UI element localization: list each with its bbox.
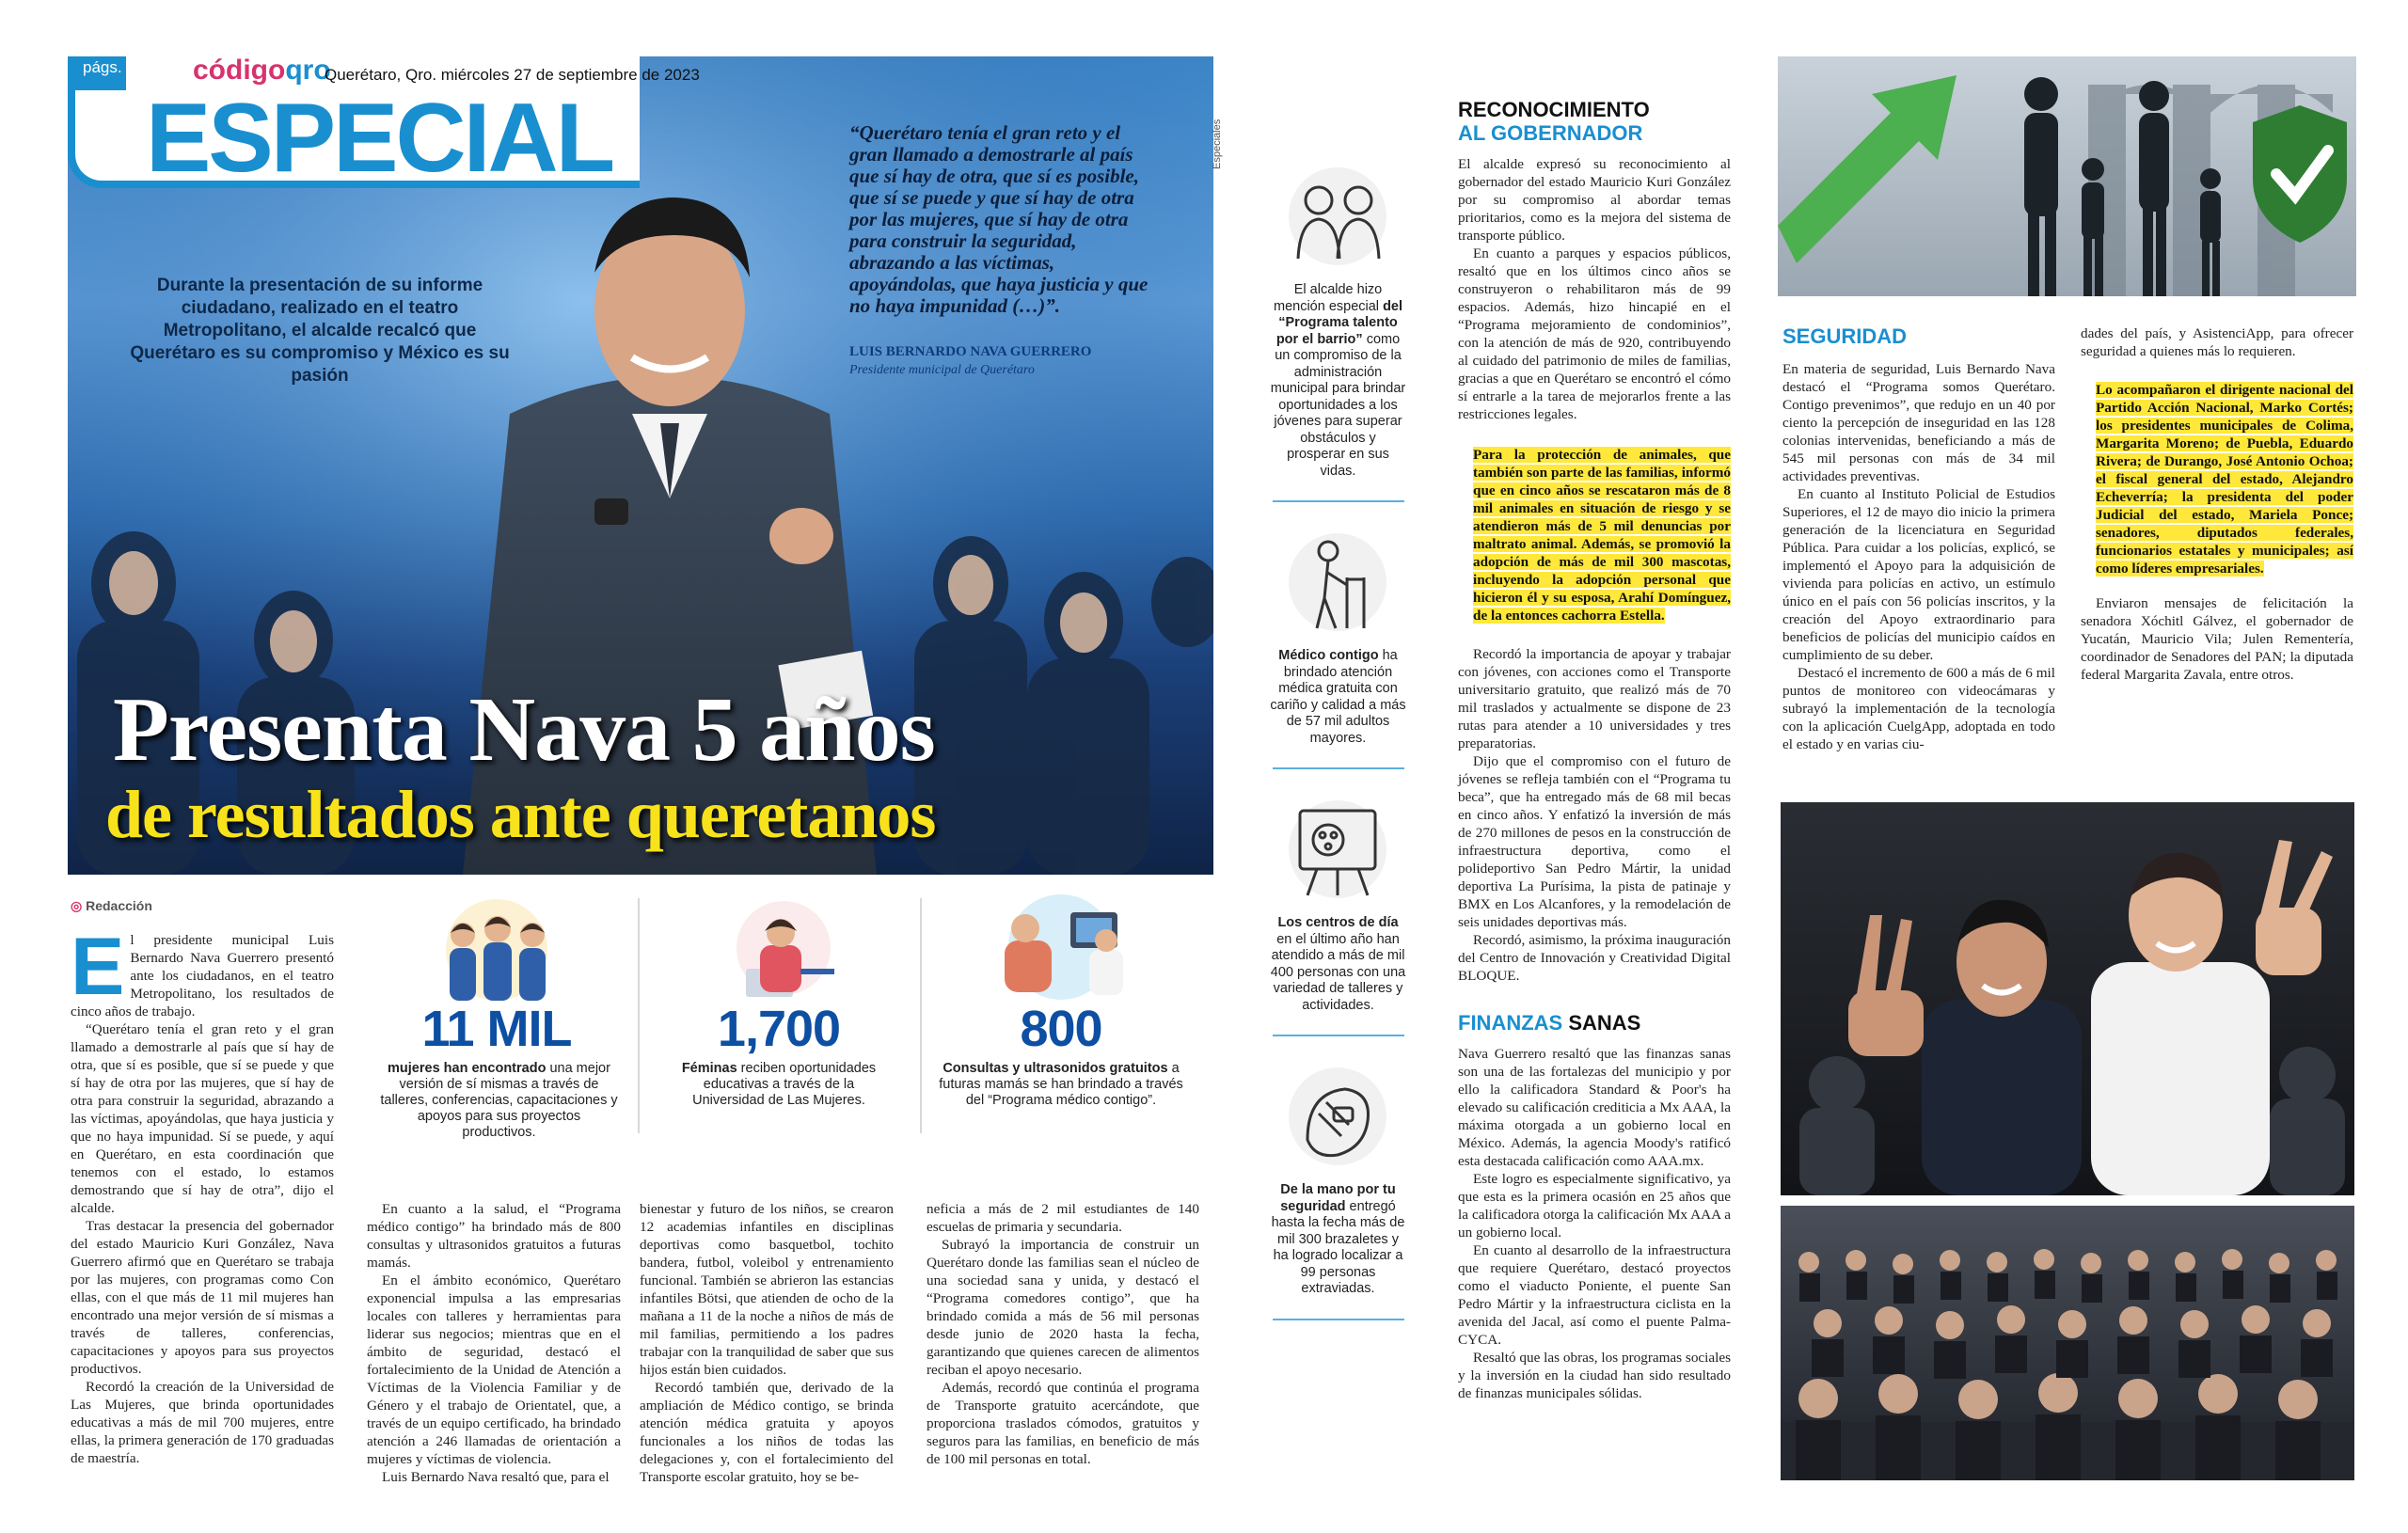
sidebar-bold: del “Programa talento por el barrio” [1275, 298, 1403, 347]
celebration-scene [1781, 802, 2354, 1195]
sidebar-post: en el último año han atendido a más de mil 400 personas con una variedad de talleres y actividades. [1270, 931, 1406, 1013]
family-silhouette-scene [1778, 56, 2356, 296]
finanzas-para: Este logro es especialmente significativo, ya que esta es la primera ocasión en 25 años que la calificadora otorga la calificación Mx AAA a un gobierno local. [1458, 1171, 1731, 1241]
sidebar-post: como un compromiso de la administración municipal para brindar oportunidades a los jóvenes para superar obstáculos y prosperar en sus vidas. [1270, 331, 1406, 479]
col2-para: En cuanto a la salud, el “Programa médico contigo” ha brindado más de 800 consultas y ultrasonidos gratuitos a futuras mamás. [367, 1201, 621, 1271]
section-title: ESPECIAL [146, 84, 613, 193]
section-side-tag: Especiales [1212, 119, 1223, 169]
reconocimiento-para: Recordó, asimismo, la próxima inauguración del Centro de Innovación y Creatividad Digital BLOQUE. [1458, 932, 1731, 984]
issue-date: Querétaro, Qro. miércoles 27 de septiembre de 2023 [325, 66, 700, 84]
stat-text [666, 1061, 892, 1109]
stat-bold: Féminas [681, 1061, 737, 1076]
stats-divider [638, 898, 640, 1133]
lead-text: l presidente municipal Luis Bernardo Nava Guerrero presentó ante los ciudadanos, en el teatro Metropolitano, los resultados de cinco años de trabajo. [71, 932, 334, 1019]
reconocimiento-column [1458, 99, 1731, 1402]
sidebar-item [1270, 282, 1406, 480]
ultrasound-icon [967, 889, 1155, 1002]
bracelet-icon [1270, 1065, 1406, 1168]
article-col1 [71, 922, 334, 1467]
seguridad-column [1782, 324, 2055, 753]
sidebar [1270, 165, 1406, 1320]
stat-bold: mujeres han encontrado [388, 1061, 547, 1076]
hero-intro: Durante la presentación de su informe ciudadano, realizado en el teatro Metropolitano, el alcalde recalcó que Querétaro es su compromiso y México es su pasión [130, 276, 510, 386]
col2-para: Luis Bernardo Nava resaltó que, para el [382, 1469, 610, 1485]
sidebar-bold: De la mano por tu seguridad [1280, 1182, 1396, 1214]
audience-photo [1781, 1206, 2354, 1480]
family-security-photo [1778, 56, 2356, 296]
stat-number: 1,700 [717, 1001, 841, 1057]
col4-para: Subrayó la importancia de construir un Querétaro donde las familias sean el núcleo de una sociedad sana y unida, y destacó el “Programa comedores contigo”, que ha brindado comida a más de 56 mil personas desde junio de 2020 hasta la fecha, garantizando que quienes carecen de alimentos reciban el apoyo necesario. [927, 1237, 1199, 1378]
stat-desc: reciben oportunidades educativas a través de la Universidad de Las Mujeres. [692, 1061, 877, 1108]
family-icon [1270, 165, 1406, 268]
finanzas-text [1458, 1045, 1731, 1402]
sidebar-bold: Médico contigo [1278, 648, 1379, 663]
reconocimiento-para: El alcalde expresó su reconocimiento al gobernador del estado Mauricio Kuri González por su compromiso al abordar temas prioritarios, como es la mejora del sistema de transporte público. [1458, 156, 1731, 244]
stat-number: 800 [1020, 1001, 1102, 1057]
stat-text [379, 1061, 619, 1141]
easel-icon [1270, 798, 1406, 901]
reconocimiento-heading-2: AL GOBERNADOR [1458, 121, 1643, 145]
sidebar-item [1270, 648, 1406, 747]
col3-para: Recordó también que, derivado de la ampliación de Médico contigo, se brinda atención médica gratuita y apoyos funcionales a los niños de todas las delegaciones y, con el fortalecimiento del Transporte escolar gratuito, hoy se be- [640, 1380, 894, 1485]
logo [193, 55, 331, 87]
seguridad-heading: SEGURIDAD [1782, 324, 1908, 348]
logo-part-a: código [193, 55, 286, 86]
reconocimiento-heading-1: RECONOCIMIENTO [1458, 98, 1650, 121]
stat-desc: a futuras mamás se han brindado a través del “Programa médico contigo”. [939, 1061, 1183, 1108]
finanzas-heading-dark: SANAS [1562, 1011, 1641, 1035]
women-group-icon [431, 893, 562, 1002]
dropcap: E [71, 922, 125, 1012]
sidebar-post: ha brindado atención médica gratuita con cariño y calidad a más de 57 mil adultos mayores. [1270, 648, 1406, 746]
col4-para: Además, recordó que continúa el programa de Transporte gratuito acercándote, que proporciona traslados cómodos, gratuitos y seguros para las familias, en beneficio de más de 100 mil personas en total. [927, 1380, 1199, 1467]
reconocimiento-para: Recordó la importancia de apoyar y trabajar con jóvenes, con acciones como el Transporte universitario gratuito, que realizó más de 70 mil traslados y actualmente se dispone de 23 rutas para atender a 10 universidades y tres preparatorias. [1458, 646, 1731, 751]
sidebar-separator [1273, 767, 1404, 769]
walker-icon [1270, 530, 1406, 634]
stat-number: 11 MIL [421, 1001, 572, 1057]
quote-author: LUIS BERNARDO NAVA GUERRERO [849, 344, 1092, 359]
finanzas-heading-blue: FINANZAS [1458, 1011, 1563, 1035]
sidebar-pre: El alcalde hizo mención especial [1273, 282, 1384, 314]
seguridad-para: Destacó el incremento de 600 a más de 6 mil puntos de monitoreo con videocámaras y subrayó la implementación de la tecnología con la aplicación CuelgApp, adoptada en todo el estado y en varias ciu- [1782, 665, 2055, 752]
sidebar-separator [1273, 500, 1404, 502]
col4-para: neficia a más de 2 mil estudiantes de 140 escuelas de primaria y secundaria. [927, 1201, 1199, 1235]
audience-scene [1781, 1206, 2354, 1480]
student-icon [718, 893, 849, 1002]
headline-line2: de resultados ante queretanos [105, 777, 936, 852]
seguridad-para: En materia de seguridad, Luis Bernardo Nava destacó el “Programa somos Querétaro. Contigo prevenimos”, que redujo en un 40 por ciento la percepción de inseguridad en las 128 colonias intervenidas, beneficiando a más de 545 mil personas con más de 34 mil actividades preventivas. [1782, 361, 2055, 484]
finanzas-para: Nava Guerrero resaltó que las finanzas sanas son una de las fortalezas del municipio y por ello la calificadora Standard & Poor's ha elevado su calificación crediticia a Mx AAA, la máxima otorgada a un gobierno local en México. Además, la agencia Moody's ratificó esta destacada calificación como AAA.mx. [1458, 1046, 1731, 1169]
byline-icon: ◎ [71, 898, 87, 913]
stat-bold: Consultas y ultrasonidos gratuitos [943, 1061, 1168, 1076]
col1-para: Recordó la creación de la Universidad de Las Mujeres, que brinda oportunidades educativas a más de mil 700 mujeres, entre ellas, la primera generación de 170 graduadas de maestría. [71, 1379, 334, 1466]
sidebar-separator [1273, 1319, 1404, 1320]
sidebar-post: entregó hasta la fecha más de mil 300 brazaletes y ha logrado localizar a 99 personas extraviadas. [1271, 1198, 1405, 1296]
hero-quote: “Querétaro tenía el gran reto y el gran llamado a demostrarle al país que sí hay de otra, que sí es posible, que sí se puede y que sí hay de otra por las mujeres, que sí hay de otra para construir la seguridad, abrazando a las víctimas, apoyándolas, que haya justicia y que no haya impunidad (…)”. [849, 121, 1149, 317]
sidebar-bold: Los centros de día [1277, 915, 1399, 930]
article-col2 [367, 1200, 621, 1486]
logo-part-b: qro [285, 55, 331, 86]
finanzas-heading [1458, 1011, 1731, 1035]
headline-line1: Presenta Nava 5 años [113, 679, 935, 781]
stat-desc: una mejor versión de sí mismas a través de talleres, conferencias, capacitaciones y apoyos para sus proyectos productivos. [380, 1061, 618, 1140]
seguridad-para: En cuanto al Instituto Policial de Estudios Superiores, el 12 de mayo dio inicio la primera generación de la licenciatura en Seguridad Pública. Para cuidar a los policías, explicó, se implementó el Apoyo para la adquisición de vivienda para policías en activo, un estímulo único en el país con 56 policías inscritos, y la creación del Apoyo extraordinario para beneficios de policías del municipio caídos en cumplimiento de su deber. [1782, 486, 2055, 663]
animal-highlight [1473, 446, 1731, 624]
sidebar-separator [1273, 1035, 1404, 1036]
reconocimiento-para: En cuanto a parques y espacios públicos, resaltó que en los últimos cinco años se construyeron o rehabilitaron más de 99 espacios. Además, hizo hincapié en el “Programa mejoramiento de condominios”, con la atención de más de 920, contribuyendo al cuidado del patrimonio de miles de familias, gracias a que en Querétaro se encontró el cómo sí entrarle a la tarea de mejorarlos frente a las restricciones legales. [1458, 245, 1731, 422]
highlight-text: Para la protección de animales, que también son parte de las familias, informó que en cinco años se rescataron más de 8 mil animales en situación de riesgo y se atendieron más de 5 mil denuncias por maltrato animal. Además, se promovió la adopción de más de mil 300 mascotas, incluyendo la adopción personal que hicieron él y su esposa, Arahí Domínguez, de la entonces cachorra Estella. [1473, 447, 1731, 624]
col2-para: En el ámbito económico, Querétaro exponencial impulsa a las empresarias locales con talleres y herramientas para liderar sus negocios; mientras que en el ámbito de seguridad, destacó el fortalecimiento de la Unidad de Atención a Víctimas de la Violencia Familiar y de Género y el trabajo de Orientatel, que, a través de un equipo certificado, ha brindado atención a 246 llamadas de orientación a mujeres y víctimas de violencia. [367, 1272, 621, 1467]
sidebar-item [1270, 915, 1406, 1014]
stat-text [934, 1061, 1188, 1109]
article-col3 [640, 1200, 894, 1486]
page-numbers: págs. 8 y 9 [83, 58, 162, 76]
article-col4 [927, 1200, 1199, 1468]
stats-divider [920, 898, 922, 1133]
reconocimiento-para: Dijo que el compromiso con el futuro de jóvenes se refleja también con el “Programa tu beca”, que ha entregado más de 68 mil becas en cinco años. Y enfatizó la inversión de más de 270 millones de pesos en la construcción de infraestructura deportiva, como el polideportivo San Pedro Mártir, la unidad deportiva La Purísima, la pista de patinaje y BMX en Los Alcanfores, y la remodelación de seis unidades deportivas más. [1458, 753, 1731, 930]
seguridad-text [1782, 360, 2055, 753]
event-photo [1781, 802, 2354, 1195]
seguridad-para: Enviaron mensajes de felicitación la senadora Xóchitl Gálvez, el gobernador de Yucatán, Mauricio Vila; Julen Rementería, coordinador de Senadores del PAN; la diputada federal Margarita Zavala, entre otros. [2081, 595, 2353, 683]
stats-panel [356, 879, 1213, 1162]
col3-para: bienestar y futuro de los niños, se crearon 12 academias infantiles en disciplinas deportivas como basquetbol, tochito bandera, futbol, voleibol y entrenamiento funcional. También se abrieron las estancias infantiles Bötsi, que atienden de ocho de la mañana a 11 de la noche a niños de más de mil familias, permitiendo a los padres trabajar con la tranquilidad de saber que sus hijos están bien cuidados. [640, 1201, 894, 1378]
col1-para: “Querétaro tenía el gran reto y el gran llamado a demostrarle al país que sí hay de otra, que sí es posible, que sí se puede y que sí hay de otra por las mujeres, que sí hay de otra para construir la seguridad, abrazando a las víctimas, apoyándolas, que haya justicia y que no haya impunidad. Sí se puede, y aquí en Querétaro, en esta coordinación que tenemos con el estado, lo estamos demostrando que sí hay de otra”, dijo el alcalde. [71, 1021, 334, 1216]
byline [71, 898, 152, 914]
sidebar-item [1270, 1182, 1406, 1298]
seguridad-column-2 [2081, 324, 2353, 684]
col1-para: Tras destacar la presencia del gobernador del estado Mauricio Kuri González, Nava Guerrero afirmó que en Querétaro se trabaja por las mujeres, con programas como Con ellas, con el que más de 11 mil mujeres han encontrado una mejor versión de sí mismas a través de talleres, conferencias, capacitaciones y apoyos para sus proyectos productivos. [71, 1218, 334, 1377]
finanzas-para: En cuanto al desarrollo de la infraestructura que requiere Querétaro, destacó proyectos como el viaducto Poniente, el puente San Pedro Mártir y la infraestructura ciclista en la avenida del Jacal, así como el puente Palma-CYCA. [1458, 1242, 1731, 1348]
reconocimiento-text [1458, 155, 1731, 985]
highlight-text: Lo acompañaron el dirigente nacional del Partido Acción Nacional, Marko Cortés; los presidentes municipales de Colima, Margarita Moreno; de Puebla, Eduardo Rivera; de Durango, José Antonio Ochoa; el fiscal general del estado, Alejandro Echeverría; la presidenta del poder Judicial del estado, Mariela Ponce; senadores, diputados federales, funcionarios estatales y municipales; así como líderes empresariales. [2096, 382, 2353, 577]
seguridad-para: dades del país, y AsistenciApp, para ofrecer seguridad a quienes más lo requieren. [2081, 325, 2353, 359]
guests-highlight [2096, 381, 2353, 577]
finanzas-para: Resaltó que las obras, los programas sociales y la inversión en la ciudad han sido resultado de finanzas municipales sólidas. [1458, 1350, 1731, 1401]
byline-text: Redacción [86, 898, 152, 913]
quote-role: Presidente municipal de Querétaro [849, 363, 1035, 377]
